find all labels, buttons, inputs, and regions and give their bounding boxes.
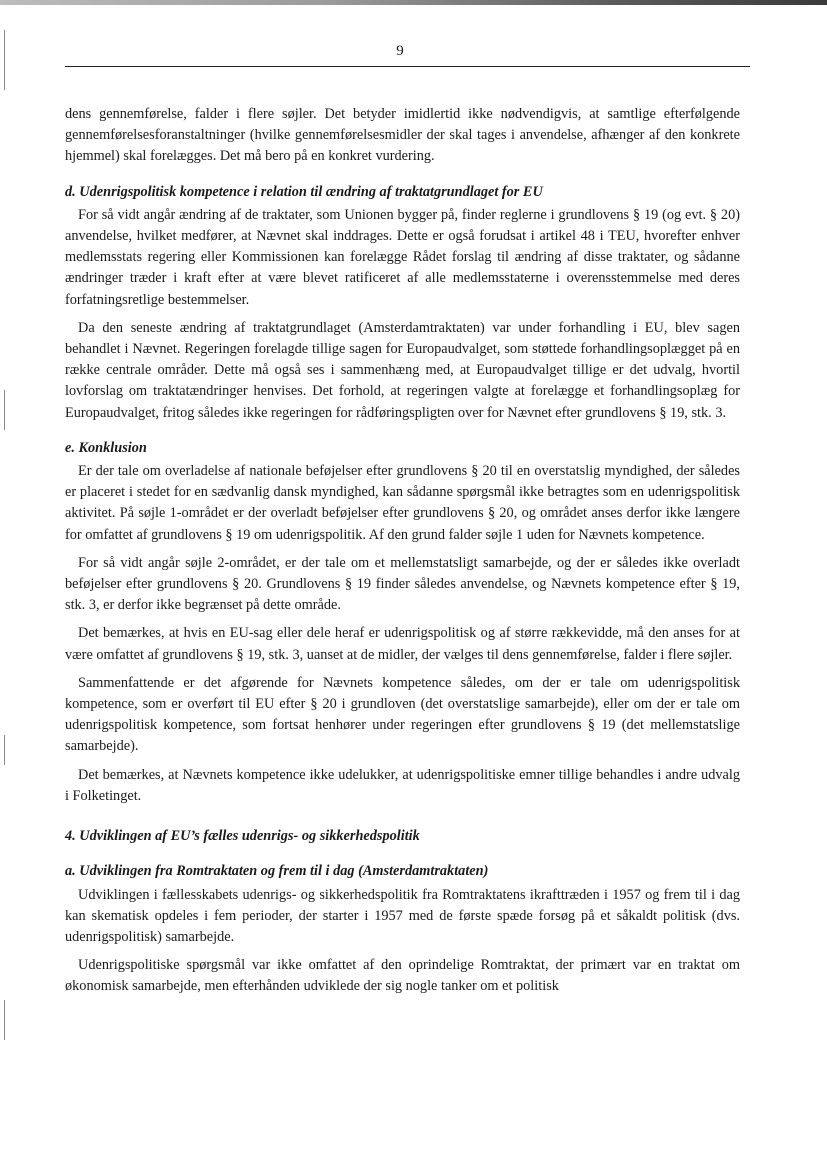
paragraph: Det bemærkes, at hvis en EU-sag eller dele heraf er udenrigspolitisk og af større rækkevidde, må den anses for at være omfattet af grundlovens § 19, stk. 3, uanset at de midler, der vælges til dens gennemførelse, falder i flere søjler. [65,625,740,663]
scan-margin-mark [4,1000,5,1040]
section-heading: d. Udenrigspolitisk kompetence i relation til ændring af traktatgrundlaget for EU [65,183,543,200]
scan-top-edge [0,0,827,5]
scan-margin-mark [4,390,5,430]
section-heading: e. Konklusion [65,439,147,456]
paragraph: Udenrigspolitiske spørgsmål var ikke omfattet af den oprindelige Romtraktat, der primært var en traktat om økonomisk samarbejde, men efterhånden udviklede der sig nogle tanker om et politisk [65,957,740,995]
paragraph: dens gennemførelse, falder i flere søjler. Det betyder imidlertid ikke nødvendigvis, at samtlige efterfølgende gennemførelsesforanstaltninger (hvilke gennemførelsesmidler der skal tages i anvendelse, afhænger af den konkrete hjemmel) skal forelægges. Det må bero på en konkret vurdering. [65,106,740,165]
paragraph: For så vidt angår ændring af de traktater, som Unionen bygger på, finder reglerne i grundlovens § 19 (og evt. § 20) anvendelse, hvilket medfører, at Nævnet skal inddrages. Dette er også forudsat i artikel 48 i TEU, hvorefter enhver medlemsstats regering eller Kommissionen kan forelægge Rådet forslag til ændring af disse traktater, og sådanne ændringer træder i kraft efter at være blevet ratificeret af alle medlemsstaterne i overensstemmelse med deres forfatningsretlige bestemmelser. [65,206,740,308]
chapter-heading: 4. Udviklingen af EU’s fælles udenrigs- og sikkerhedspolitik [65,828,420,845]
section-heading: a. Udviklingen fra Romtraktaten og frem til i dag (Amsterdamtraktaten) [65,863,489,880]
scan-margin-mark [4,735,5,765]
paragraph: Sammenfattende er det afgørende for Nævnets kompetence således, om der er tale om udenrigspolitisk kompetence, som er overført til EU efter § 20 i grundloven (det overstatslige samarbejde), eller om der er tale om udenrigspolitisk kompetence, som fortsat henhører under regeringen efter grundlovens § 19 (det mellemstatslige samarbejde). [65,674,740,755]
paragraph: For så vidt angår søjle 2-området, er der tale om et mellemstatsligt samarbejde, og der er således ikke overladt beføjelser efter grundlovens § 20. Grundlovens § 19 finder således anvendelse, og Nævnets kompetence efter § 19, stk. 3, er derfor ikke begrænset på dette område. [65,554,740,614]
paragraph: Da den seneste ændring af traktatgrundlaget (Amsterdamtraktaten) var under forhandling i EU, blev sagen behandlet i Nævnet. Regeringen forelagde tillige sagen for Europaudvalget, som støttede forhandlingsoplægget på en række centrale områder. Dette må også ses i sammenhæng med, at Europaudvalget tillige er det udvalg, hvortil lovforslag om traktatændringer henvises. Det forhold, at regeringen valgte at forelægge et forhandlingsoplæg for Europaudvalget, fritog således ikke regeringen for rådføringspligten over for Nævnet efter grundlovens § 19, stk. 3. [65,319,740,421]
paragraph: Udviklingen i fællesskabets udenrigs- og sikkerhedspolitik fra Romtraktatens ikrafttræden i 1957 og frem til i dag kan skematisk opdeles i fem perioder, der starter i 1957 med de første spæde forsøg på et såkaldt politisk (dvs. udenrigspolitisk) samarbejde. [65,886,740,945]
header-rule [65,66,750,67]
paragraph: Det bemærkes, at Nævnets kompetence ikke udelukker, at udenrigspolitiske emner tillige behandles i andre udvalg i Folketinget. [65,766,740,804]
paragraph: Er der tale om overladelse af nationale beføjelser efter grundlovens § 20 til en overstatslig myndighed, der således er placeret i stedet for en sædvanlig dansk myndighed, kan sådanne spørgsmål ikke betragtes som en udenrigspolitisk aktivitet. På søjle 1-området er der overladt beføjelser efter grundlovens § 20, og området anses derfor ikke længere for omfattet af grundlovens § 19 om udenrigspolitik. Af den grund falder søjle 1 uden for Nævnets kompetence. [65,463,740,543]
document-body [65,104,740,998]
scan-margin-mark [4,30,5,90]
page-number: 9 [396,43,404,59]
